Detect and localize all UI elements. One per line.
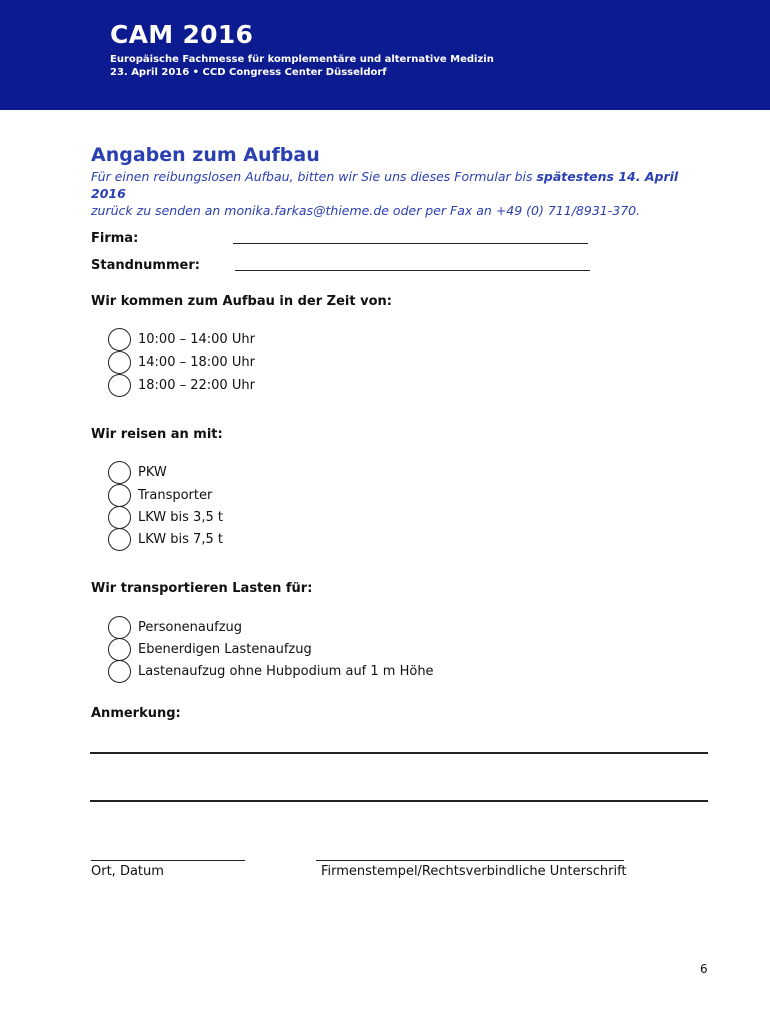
remarks-label: Anmerkung: [91, 706, 181, 721]
event-date-location: 23. April 2016 • CCD Congress Center Düsseldorf [110, 67, 387, 78]
transport-option-label: Transporter [138, 488, 213, 503]
transport-option-label: LKW bis 3,5 t [138, 510, 223, 525]
loads-option-label: Ebenerdigen Lastenaufzug [138, 642, 312, 657]
radio-button[interactable] [108, 528, 131, 551]
place-date-label: Ort, Datum [91, 864, 164, 879]
intro-deadline: spätestens 14. April 2016 [91, 169, 679, 201]
time-option-label: 10:00 – 14:00 Uhr [138, 332, 255, 347]
signature-label: Firmenstempel/Rechtsverbindliche Unterschrift [321, 864, 627, 879]
time-section-label: Wir kommen zum Aufbau in der Zeit von: [91, 294, 392, 309]
transport-option-label: LKW bis 7,5 t [138, 532, 223, 547]
signature-field[interactable] [316, 860, 624, 861]
event-title: CAM 2016 [110, 20, 254, 49]
firma-label: Firma: [91, 231, 139, 246]
time-option-label: 14:00 – 18:00 Uhr [138, 355, 255, 370]
standnummer-label [91, 258, 200, 273]
radio-button[interactable] [108, 484, 131, 507]
intro-contact: zurück zu senden an monika.farkas@thieme.de oder per Fax an +49 (0) 711/8931-370. [91, 203, 641, 218]
loads-option-label: Personenaufzug [138, 620, 243, 635]
remarks-line[interactable] [90, 752, 708, 754]
header-banner [0, 0, 770, 110]
remarks-line[interactable] [90, 800, 708, 802]
time-option-label: 18:00 – 22:00 Uhr [138, 378, 255, 393]
form-intro [91, 168, 691, 219]
firma-field[interactable] [233, 243, 588, 244]
radio-button[interactable] [108, 660, 131, 683]
form-heading: Angaben zum Aufbau [91, 144, 320, 166]
intro-text: Für einen reibungslosen Aufbau, bitten wir Sie uns dieses Formular bis [91, 169, 537, 184]
radio-button[interactable] [108, 638, 131, 661]
transport-option-label: PKW [138, 465, 167, 480]
place-date-field[interactable] [91, 860, 245, 861]
standnummer-field[interactable] [235, 270, 590, 271]
loads-section-label: Wir transportieren Lasten für: [91, 581, 313, 596]
radio-button[interactable] [108, 351, 131, 374]
radio-button[interactable] [108, 506, 131, 529]
page-number: 6 [700, 962, 708, 976]
transport-section-label: Wir reisen an mit: [91, 427, 223, 442]
event-subtitle: Europäische Fachmesse für komplementäre und alternative Medizin [110, 54, 494, 65]
standnummer-label-text: Standnummer: [91, 258, 200, 273]
radio-button[interactable] [108, 328, 131, 351]
radio-button[interactable] [108, 374, 131, 397]
radio-button[interactable] [108, 461, 131, 484]
radio-button[interactable] [108, 616, 131, 639]
loads-option-label: Lastenaufzug ohne Hubpodium auf 1 m Höhe [138, 664, 434, 679]
